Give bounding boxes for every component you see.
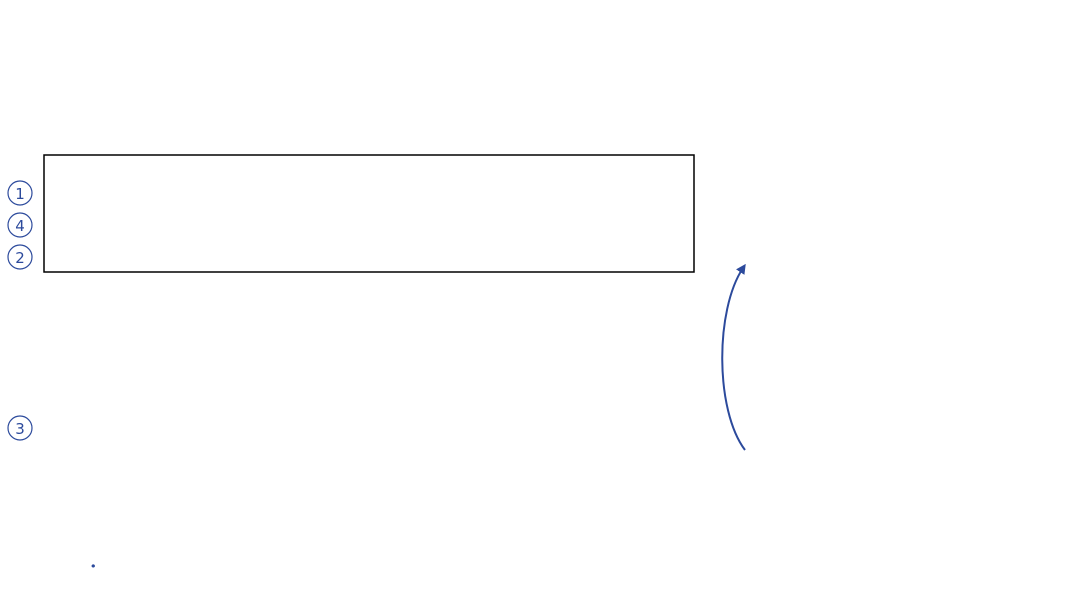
step-marker-3 <box>8 416 32 440</box>
server-box <box>44 155 694 272</box>
svg-text:2: 2 <box>15 249 25 267</box>
federated-mf-diagram <box>0 145 720 545</box>
svg-text:1: 1 <box>15 185 25 203</box>
step-marker-2 <box>8 245 32 269</box>
step-marker-4 <box>8 213 32 237</box>
svg-text:4: 4 <box>15 217 25 235</box>
loop-arrow <box>715 240 755 470</box>
svg-text:3: 3 <box>15 420 25 438</box>
step-marker-1 <box>8 181 32 205</box>
